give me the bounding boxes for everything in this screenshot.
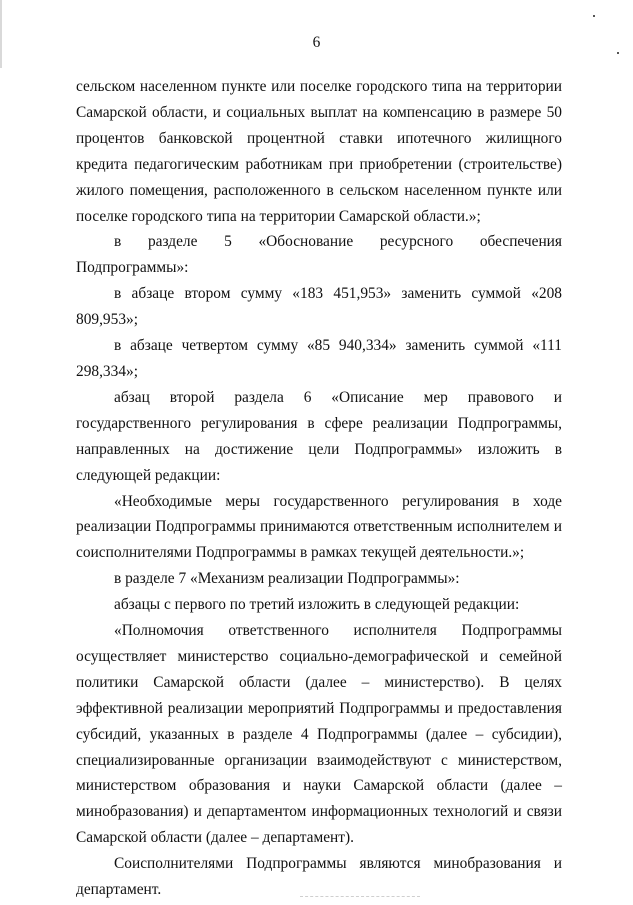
- scan-bottom-mark: [300, 896, 420, 898]
- paragraph-section-6: абзац второй раздела 6 «Описание мер правового и государственного регулирования в сфере реализации Подпрограммы, направленных на достижение цели Подпрограммы» изложить в следующей редакции:: [76, 388, 562, 484]
- paragraph-amend-fourth: в абзаце четвертом сумму «85 940,334» заменить суммой «111 298,334»;: [76, 337, 562, 380]
- document-body: [76, 74, 562, 903]
- paragraph-section-7-authority: «Полномочия ответственного исполнителя Подпрограммы осуществляет министерство социально-демографической и семейной политики Самарской области (далее – министерство). В целях эффективной реализации мероприятий Подпрограммы и предоставления субсидий, указанных в разделе 4 Подпрограммы (далее – субсидии), специализированные организации взаимодействуют с министерством, министерством образования и науки Самарской области (далее – минобразования) и департаментом информационных технологий и связи Самарской области (далее – департамент).: [76, 622, 562, 847]
- page-number: 6: [312, 34, 321, 51]
- paragraph-continuation: сельском населенном пункте или поселке городского типа на территории Самарской области, и социальных выплат на компенсацию в размере 50 процентов банковской процентной ставки ипотечного жилищного кредита педагогическим работникам при приобретении (строительстве) жилого помещения, расположенного в сельском населенном пункте или поселке городского типа на территории Самарской области.»;: [76, 78, 562, 225]
- paragraph-section-7: в разделе 7 «Механизм реализации Подпрограммы»:: [114, 570, 460, 588]
- paragraph-amend-second: в абзаце втором сумму «183 451,953» заменить суммой «208 809,953»;: [76, 285, 562, 329]
- paragraph-section-7-intro: абзацы с первого по третий изложить в следующей редакции:: [114, 596, 520, 614]
- paragraph-section-6-text: «Необходимые меры государственного регулирования в ходе реализации Подпрограммы принимаются ответственным исполнителем и соисполнителями Подпрограммы в рамках текущей деятельности.»;: [76, 492, 562, 562]
- paragraph-section-7-coexecutors: Соисполнителями Подпрограммы являются минобразования и департамент.: [76, 855, 562, 899]
- scan-speck: [593, 15, 595, 17]
- paragraph-section-5: в разделе 5 «Обоснование ресурсного обеспечения Подпрограммы»:: [76, 233, 562, 277]
